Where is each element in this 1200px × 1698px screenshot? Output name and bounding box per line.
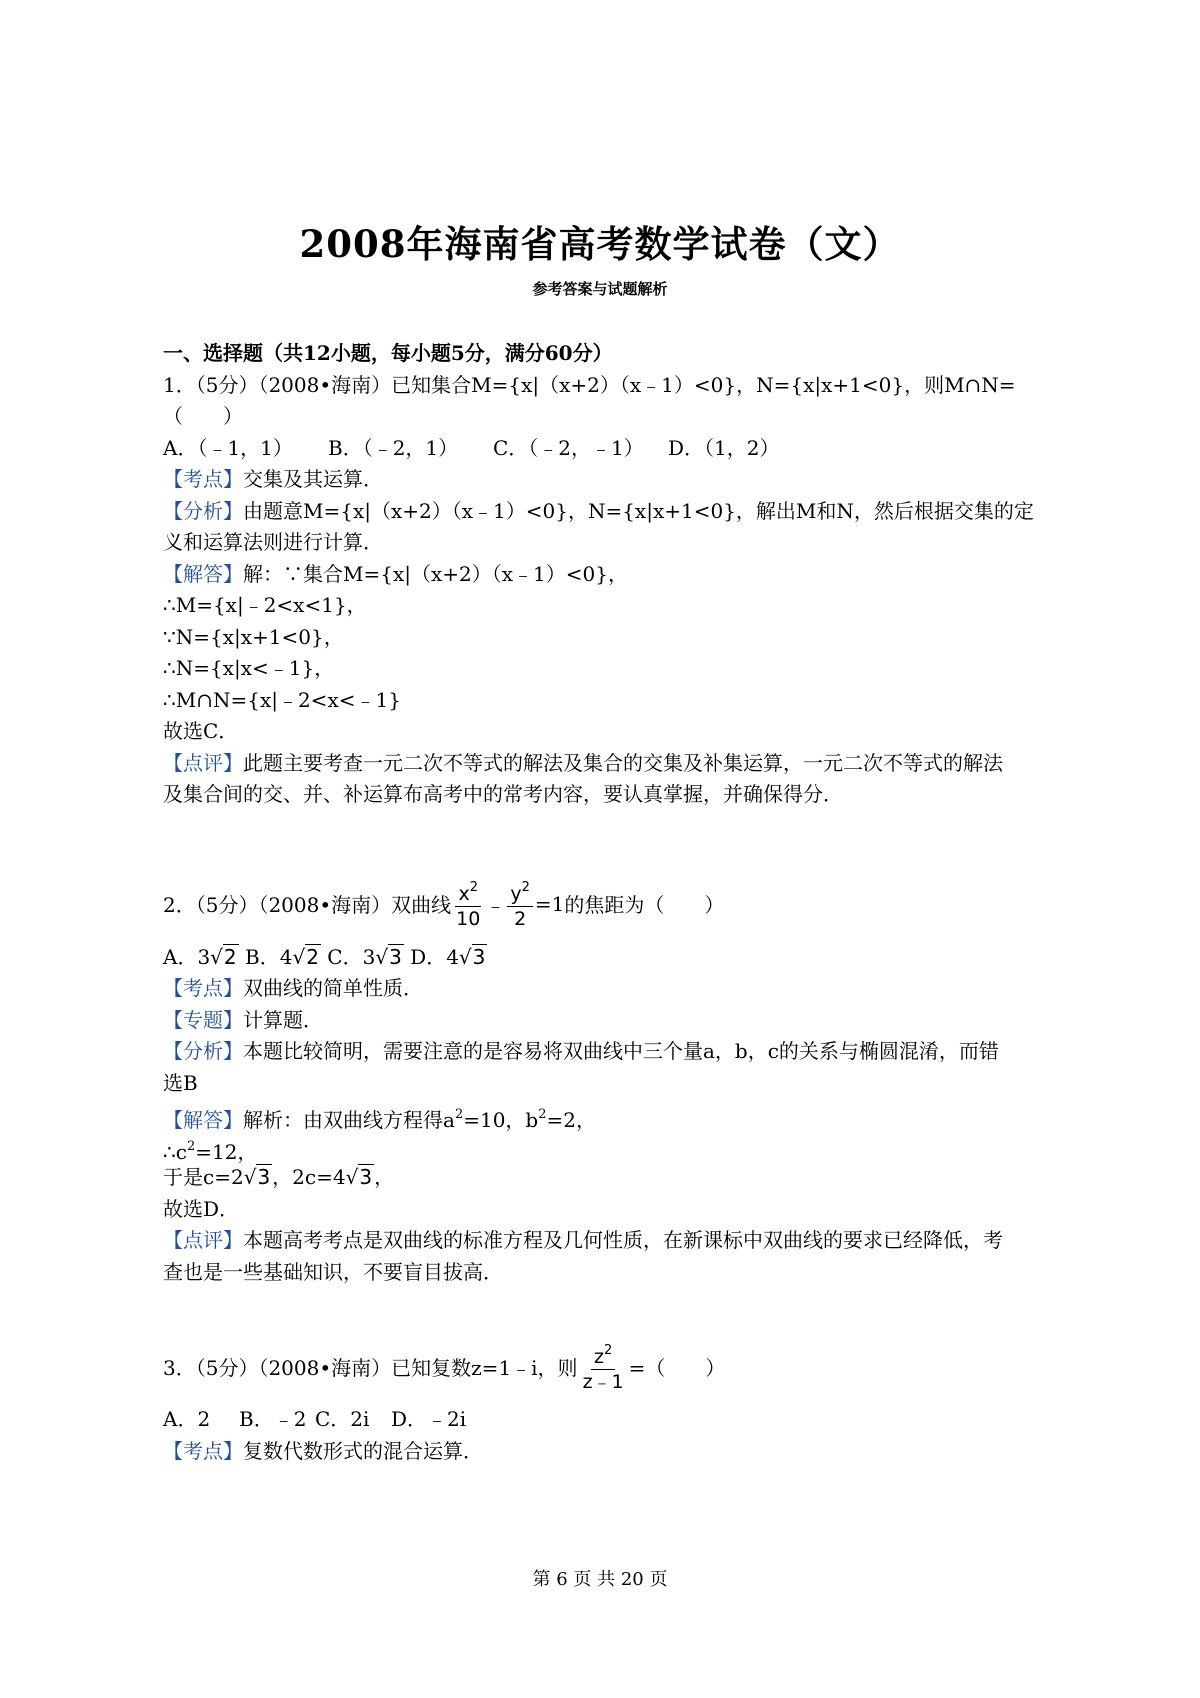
q1-stem-line2: （ ） xyxy=(163,404,243,428)
q1-option-d: D．（1，2） xyxy=(668,435,780,460)
fenxi-tag: 【分析】 xyxy=(163,1039,243,1063)
page-title: 2008年海南省高考数学试卷（文） xyxy=(299,222,901,266)
q2-option-d: D．4 xyxy=(410,944,459,969)
q1-option-c: C．（﹣2，﹣1） xyxy=(493,435,644,460)
q1-fenxi xyxy=(163,496,1063,528)
exponent: 2 xyxy=(538,1107,547,1122)
spacer xyxy=(163,811,1063,866)
q3-stem-suffix: =（ ） xyxy=(628,1355,726,1380)
q1-jieda-line6: 故选C． xyxy=(163,719,239,743)
fenxi-tag: 【分析】 xyxy=(163,498,243,523)
fraction-denominator: 2 xyxy=(514,908,527,930)
exponent: 2 xyxy=(603,1342,613,1358)
question-3 xyxy=(163,1328,1063,1467)
kaodian-tag: 【考点】 xyxy=(163,467,243,491)
radicand: 3 xyxy=(389,944,402,969)
q1-jieda-line2: ∴M={x|﹣2<x<1}， xyxy=(163,593,367,617)
q1-dianping xyxy=(163,748,1063,780)
q2-kaodian-text: 双曲线的简单性质． xyxy=(243,976,423,1000)
document-body xyxy=(163,338,1063,1467)
q1-jieda xyxy=(163,559,1063,591)
zhuanti-tag: 【专题】 xyxy=(163,1007,243,1032)
minus-sign: ﹣ xyxy=(485,893,506,917)
kaodian-tag: 【考点】 xyxy=(163,976,243,1000)
kaodian-tag: 【考点】 xyxy=(163,1438,243,1463)
q1-dianping-text: 此题主要考查一元二次不等式的解法及集合的交集及补集运算，一元二次不等式的解法 xyxy=(243,750,1003,775)
page-footer: 第 6 页 共 20 页 xyxy=(532,1569,668,1590)
section-heading: 一、选择题（共12小题，每小题5分，满分60分） xyxy=(163,341,613,365)
q1-stem-line1: 1．（5分）（2008•海南）已知集合M={x|（x+2）（x﹣1）<0}，N={x|x+1<0}，则M∩N= xyxy=(163,372,1016,397)
q1-kaodian-text: 交集及其运算． xyxy=(243,467,383,491)
exponent: 2 xyxy=(454,1107,464,1122)
fraction-numerator xyxy=(591,1339,615,1370)
equals-one: =1 xyxy=(534,891,565,916)
q2-dianping-line2: 查也是一些基础知识，不要盲目拔高． xyxy=(163,1259,503,1284)
numerator-var: y xyxy=(510,883,522,905)
q1-options xyxy=(163,433,1063,465)
q2-fenxi xyxy=(163,1036,1063,1068)
q2-jieda-text: ∴c xyxy=(163,1139,187,1164)
q2-stem-suffix: 的焦距为（ ） xyxy=(564,893,725,917)
numerator-var: z xyxy=(593,1345,604,1368)
q1-jieda-line5: ∴M∩N={x|﹣2<x<﹣1} xyxy=(163,687,401,712)
fraction-denominator: z﹣1 xyxy=(582,1370,624,1393)
q2-jieda-text: =10，b xyxy=(463,1108,539,1132)
question-1 xyxy=(163,370,1063,811)
q1-kaodian xyxy=(163,464,1063,496)
dianping-tag: 【点评】 xyxy=(163,1228,243,1252)
q2-jieda-line2 xyxy=(163,1131,1063,1163)
q1-jieda-line3: ∵N={x|x+1<0}， xyxy=(163,624,344,649)
spacer xyxy=(163,1288,1063,1328)
q2-zhuanti-text: 计算题． xyxy=(243,1007,323,1032)
jieda-tag: 【解答】 xyxy=(163,561,243,586)
radicand: 2 xyxy=(223,944,237,969)
fraction-numerator xyxy=(507,876,533,907)
q2-option-a: A．3 xyxy=(163,944,211,969)
q2-stem-prefix: 2．（5分）（2008•海南）双曲线 xyxy=(163,893,452,917)
q3-option-c: C．2i xyxy=(315,1407,370,1431)
q2-jieda-text: 于是c=2 xyxy=(163,1165,244,1189)
q2-fraction-x xyxy=(453,876,483,931)
numerator-var: x xyxy=(458,883,470,905)
q1-fenxi-text: 由题意M={x|（x+2）（x﹣1）<0}，N={x|x+1<0}，解出M和N，然后根据交集的定 xyxy=(243,498,1034,523)
exponent: 2 xyxy=(469,880,479,895)
q1-dianping-line2: 及集合间的交、并、补运算布高考中的常考内容，要认真掌握，并确保得分． xyxy=(163,782,843,806)
q2-fenxi-line2: 选B xyxy=(163,1070,198,1095)
q2-jieda xyxy=(163,1099,1063,1131)
q2-option-c: C．3 xyxy=(327,944,376,969)
q3-option-b: B．﹣2 xyxy=(239,1407,307,1431)
radicand: 3 xyxy=(472,944,486,969)
radicand: 3 xyxy=(359,1165,373,1189)
radicand: 2 xyxy=(306,944,319,969)
q2-jieda-line3 xyxy=(163,1162,1063,1194)
q2-dianping xyxy=(163,1225,1063,1257)
q2-fenxi-text: 本题比较简明，需要注意的是容易将双曲线中三个量a，b，c的关系与椭圆混淆，而错 xyxy=(243,1039,999,1063)
sqrt-icon: √3 xyxy=(458,944,486,969)
q2-jieda-text: ， xyxy=(374,1165,395,1189)
q2-jieda-text: =12， xyxy=(195,1139,258,1164)
exponent: 2 xyxy=(186,1138,196,1154)
sqrt-icon: √3 xyxy=(375,944,402,969)
q2-kaodian xyxy=(163,973,1063,1005)
q3-stem-prefix: 3．（5分）（2008•海南）已知复数z=1﹣i，则 xyxy=(163,1355,578,1380)
q2-fraction-y xyxy=(507,876,533,931)
q1-option-a: A．（﹣1，1） xyxy=(163,435,293,460)
page-subtitle: 参考答案与试题解析 xyxy=(532,280,668,298)
fraction-numerator xyxy=(455,876,481,907)
q1-jieda-text: 解：∵集合M={x|（x+2）（x﹣1）<0}， xyxy=(243,561,628,586)
sqrt-icon: √2 xyxy=(210,944,237,969)
q3-option-d: D．﹣2i xyxy=(391,1407,467,1431)
q2-jieda-text: =2， xyxy=(546,1108,596,1132)
sqrt-icon: √2 xyxy=(292,944,319,969)
q3-fraction xyxy=(580,1339,627,1394)
q2-dianping-text: 本题高考考点是双曲线的标准方程及几何性质，在新课标中双曲线的要求已经降低，考 xyxy=(243,1228,1003,1252)
question-2 xyxy=(163,866,1063,1289)
q3-kaodian-text: 复数代数形式的混合运算． xyxy=(243,1438,483,1463)
dianping-tag: 【点评】 xyxy=(163,750,243,775)
q2-zhuanti xyxy=(163,1005,1063,1037)
radicand: 3 xyxy=(257,1165,271,1189)
exponent: 2 xyxy=(521,880,530,895)
fraction-denominator: 10 xyxy=(456,908,481,930)
q2-jieda-text: 解析：由双曲线方程得a xyxy=(243,1108,455,1132)
q2-options xyxy=(163,942,1063,974)
q1-jieda-line4: ∴N={x|x<﹣1}， xyxy=(163,656,335,680)
q3-options xyxy=(163,1404,1063,1436)
jieda-tag: 【解答】 xyxy=(163,1108,243,1132)
q3-stem xyxy=(163,1328,1063,1404)
sqrt-icon: √3 xyxy=(345,1165,373,1189)
q3-kaodian xyxy=(163,1436,1063,1468)
q1-option-b: B．（﹣2，1） xyxy=(328,435,459,460)
q2-jieda-line4: 故选D． xyxy=(163,1196,240,1221)
q1-fenxi-line2: 义和运算法则进行计算． xyxy=(163,530,383,554)
q2-option-b: B．4 xyxy=(245,944,293,969)
q2-jieda-text: ，2c=4 xyxy=(272,1165,346,1189)
q3-option-a: A．2 xyxy=(163,1407,211,1431)
sqrt-icon: √3 xyxy=(243,1165,271,1189)
q2-stem xyxy=(163,866,1063,942)
